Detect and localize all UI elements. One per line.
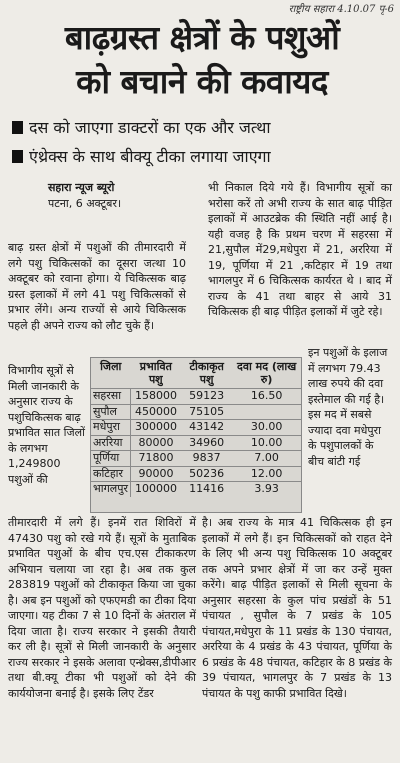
table-cell: 90000 [130, 466, 181, 482]
table-cell: 71800 [130, 451, 181, 467]
headline [12, 16, 392, 104]
article-column-left-top [8, 240, 186, 333]
table-cell: कटिहार [91, 466, 130, 482]
article-column-right-narrow [308, 345, 392, 469]
table-cell: भागलपुर [91, 482, 130, 497]
table-cell: 75105 [181, 404, 232, 420]
table-cell: 7.00 [232, 451, 301, 467]
table-row [91, 389, 301, 405]
subheadline-2-text: एंथ्रेक्स के साथ बीक्यू टीका लगाया जाएगा [29, 147, 271, 166]
table-cell: 50236 [181, 466, 232, 482]
article-paragraph: विभागीय सूत्रों से मिली जानकारी के अनुसार राज्य के पशुचिकित्सक बाढ़ प्रभावित सात जिलों के लगभग 1,249800 पशुओं की [8, 364, 85, 486]
table-row [91, 466, 301, 482]
table-cell: सहरसा [91, 389, 130, 405]
bullet-square-icon [12, 121, 23, 134]
statistics-table [91, 358, 301, 497]
table-cell: 10.00 [232, 435, 301, 451]
table-cell: 34960 [181, 435, 232, 451]
table-cell: 450000 [130, 404, 181, 420]
article-column-left-narrow [8, 363, 86, 487]
headline-line-2: को बचाने की कवायद [76, 62, 328, 101]
table-cell: पूर्णिया [91, 451, 130, 467]
article-column-right-bottom [202, 515, 392, 701]
table-cell: 9837 [181, 451, 232, 467]
article-paragraph: बाढ़ ग्रस्त क्षेत्रों में पशुओं की तीमारदारी में लगे पशु चिकित्सकों का दूसरा जत्था 10 अक्टूबर को रवाना होगा। ये चिकित्सक बाढ़ ग्रस्त इलाकों में लगे 41 पशु चिकित्सकों से प्रभार लेंगे। अन्य राज्यों से आये चिकित्सक पहले ही अपने राज्य को लौट चुके हैं। [8, 241, 186, 332]
article-column-right-top [208, 180, 392, 320]
article-paragraph: है। अब राज्य के मात्र 41 चिकित्सक ही इन इलाकों में लगे हैं। इन चिकित्सकों को राहत देने के लिए भी अन्य पशु चिकित्सक 10 अक्टूबर तक अपने प्रभार क्षेत्रों में जा कर उन्हें मुक्त करेंगे। बाढ़ पीड़ित इलाकों से मिली सूचना के अनुसार सहरसा के कुल पांच प्रखंडों के 51 पंचायत , सुपौल के 7 प्रखंड के 105 पंचायत,मधेपुरा के 11 प्रखंड के 130 पंचायत, अररिया के 4 प्रखंड के 43 पंचायत, पूर्णिया के 6 प्रखंड के 48 पंचायत, कटिहार के 8 प्रखंड के 39 पंचायत, भागलपुर के 7 प्रखंड के 13 पंचायत के पशु काफी प्रभावित दिखे। [202, 516, 392, 700]
byline-agency: सहारा न्यूज ब्यूरो [48, 181, 115, 194]
table-row [91, 482, 301, 497]
article-column-left-bottom [8, 515, 196, 701]
table-row [91, 435, 301, 451]
subheadline-2 [12, 146, 392, 168]
table-header-cell: दवा मद (लाख रु) [237, 360, 297, 386]
table-header-row [91, 358, 301, 389]
headline-line-1: बाढ़ग्रस्त क्षेत्रों के पशुओं [64, 18, 340, 57]
table-row [91, 420, 301, 436]
handwritten-source-note: राष्ट्रीय सहारा 4.10.07 पृ-6 [288, 4, 394, 15]
table-cell: 30.00 [232, 420, 301, 436]
article-paragraph: तीमारदारी में लगे हैं। इनमें रात शिविरों में 47430 पशु को रखे गये हैं। सूत्रों के मुताबिक प्रभावित पशुओं के बीच एच.एस टीकाकरण अभियान चलाया जा रहा है। अब तक कुल 283819 पशुओं को टीकाकृत किया जा चुका है। अब इन पशुओं को एफएमडी का टीका दिया जाएगा। यह टीका 7 से 10 दिनों के अंतराल में दिया जाता है। राज्य सरकार ने इसकी तैयारी कर ली है। सूत्रों से मिली जानकारी के अनुसार राज्य सरकार ने इसके अलावा एन्थ्रेक्स,डीपीआर तथा बी.क्यू टीका भी पशुओं को देने की कार्ययोजना बनाई है। इसके लिए टेंडर [8, 516, 196, 700]
table-header-cell: टीकाकृत पशु [189, 360, 224, 386]
table-header-cell: जिला [100, 360, 122, 373]
bullet-square-icon [12, 150, 23, 163]
table-cell: 12.00 [232, 466, 301, 482]
table-cell: अररिया [91, 435, 130, 451]
table-row [91, 451, 301, 467]
table-cell: 100000 [130, 482, 181, 497]
table-cell: 16.50 [232, 389, 301, 405]
byline-place-date: पटना, 6 अक्टूबर। [48, 197, 122, 210]
table-cell: 80000 [130, 435, 181, 451]
article-paragraph: इन पशुओं के इलाज में लगभग 79.43 लाख रुपये की दवा इस्तेमाल की गई है। इस मद में सबसे ज्यादा दवा मधेपुरा के पशुपालकों के बीच बांटी गई [308, 346, 388, 468]
statistics-table-box [90, 357, 302, 513]
table-cell [232, 404, 301, 420]
table-cell: 59123 [181, 389, 232, 405]
table-cell: 158000 [130, 389, 181, 405]
subheadline-1-text: दस को जाएगा डाक्टरों का एक और जत्था [29, 118, 271, 137]
table-row [91, 404, 301, 420]
table-cell: 43142 [181, 420, 232, 436]
table-cell: सुपौल [91, 404, 130, 420]
table-cell: 300000 [130, 420, 181, 436]
byline [48, 180, 121, 212]
table-cell: 11416 [181, 482, 232, 497]
subheadline-1 [12, 117, 392, 139]
table-cell: 3.93 [232, 482, 301, 497]
table-cell: मधेपुरा [91, 420, 130, 436]
table-header-cell: प्रभावित पशु [139, 360, 172, 386]
article-paragraph: भी निकाल दिये गये हैं। विभागीय सूत्रों का भरोसा करें तो अभी राज्य के सात बाढ़ पीड़ित इलाकों में आउटब्रेक की स्थिति नहीं आई है। यही वजह है कि प्रथम चरण में सहरसा में 21,सुपौल में29,मधेपुरा में 21, अररिया में 19, पूर्णिया में 21 ,कटिहार में 19 तथा भागलपुर में 6 चिकित्सक कार्यरत थे । बाद में राज्य के 41 तथा बाहर से आये 31 चिकित्सक ही बाढ़ पीड़ित इलाकों में जुटे रहे। [208, 181, 392, 318]
